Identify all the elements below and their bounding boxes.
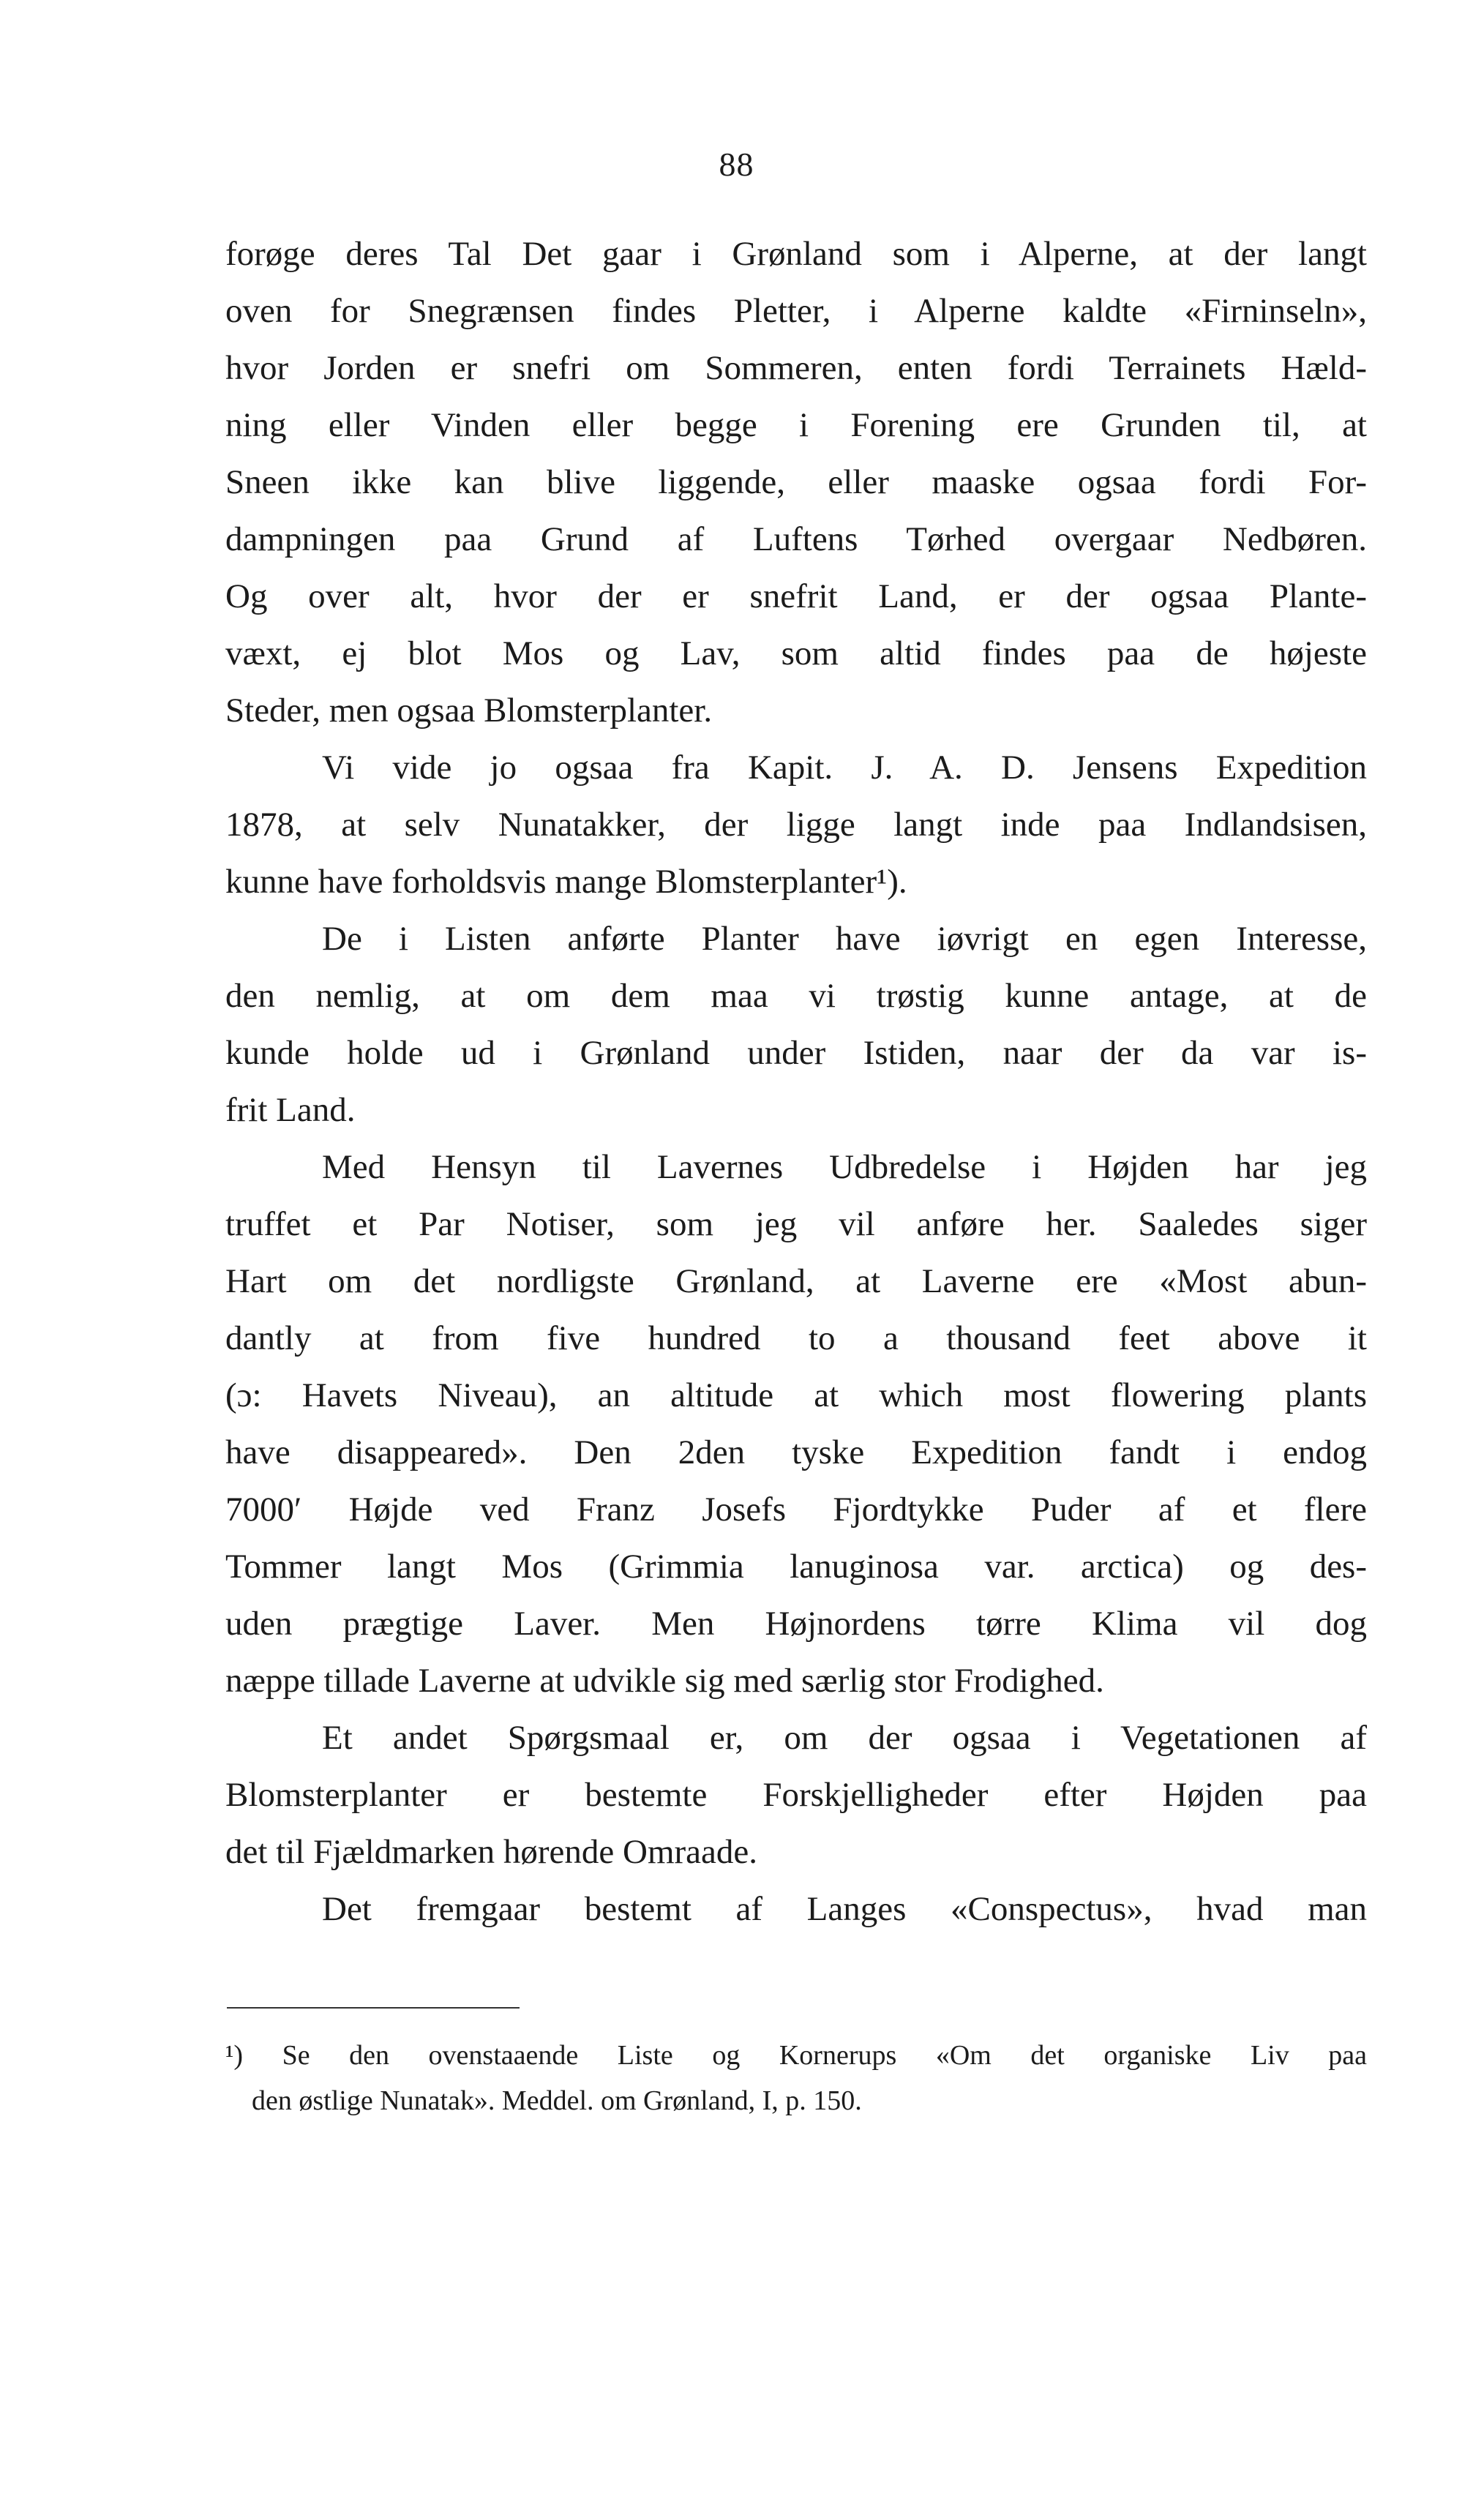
text-line: 1878, at selv Nunatakker, der ligge langt inde paa Indlandsisen, <box>225 806 1367 844</box>
footnote-line: den østlige Nunatak». Meddel. om Grønland, I, p. 150. <box>252 2085 862 2116</box>
footnotes <box>225 2033 1367 2123</box>
footnote-line: ¹) Se den ovenstaaende Liste og Kornerups «Om det organiske Liv paa <box>225 2040 1367 2071</box>
text-line: Tommer langt Mos (Grimmia lanuginosa var. arctica) og des- <box>225 1548 1367 1586</box>
page-number: 88 <box>719 146 754 183</box>
text-line: Hart om det nordligste Grønland, at Laverne ere «Most abun- <box>225 1262 1367 1300</box>
text-line: Et andet Spørgsmaal er, om der ogsaa i Vegetationen af <box>322 1719 1367 1757</box>
footnote-divider <box>227 2007 520 2009</box>
body-text <box>225 225 1367 1938</box>
text-line: Og over alt, hvor der er snefrit Land, er der ogsaa Plante- <box>225 577 1367 615</box>
text-line: Blomsterplanter er bestemte Forskjelligheder efter Højden paa <box>225 1776 1367 1814</box>
text-line: dantly at from five hundred to a thousand feet above it <box>225 1319 1367 1357</box>
text-line: næppe tillade Laverne at udvikle sig med særlig stor Frodighed. <box>225 1662 1104 1700</box>
text-line: uden prægtige Laver. Men Højnordens tørre Klima vil dog <box>225 1605 1367 1643</box>
text-line: have disappeared». Den 2den tyske Expedition fandt i endog <box>225 1433 1367 1471</box>
text-line: hvor Jorden er snefri om Sommeren, enten fordi Terrainets Hæld- <box>225 349 1367 387</box>
text-line: oven for Snegrænsen findes Pletter, i Alperne kaldte «Firninseln», <box>225 292 1367 330</box>
text-line: Det fremgaar bestemt af Langes «Conspectus», hvad man <box>322 1890 1367 1928</box>
text-line: kunne have forholdsvis mange Blomsterplanter¹). <box>225 863 907 901</box>
text-line: ning eller Vinden eller begge i Forening ere Grunden til, at <box>225 406 1367 444</box>
text-line: frit Land. <box>225 1091 356 1129</box>
text-line: væxt, ej blot Mos og Lav, som altid findes paa de højeste <box>225 634 1367 672</box>
text-line: forøge deres Tal Det gaar i Grønland som i Alperne, at der langt <box>225 235 1367 273</box>
text-line: Vi vide jo ogsaa fra Kapit. J. A. D. Jensens Expedition <box>322 749 1367 787</box>
text-line: Steder, men ogsaa Blomsterplanter. <box>225 691 713 730</box>
text-line: Sneen ikke kan blive liggende, eller maaske ogsaa fordi For- <box>225 463 1367 501</box>
text-line: (ɔ: Havets Niveau), an altitude at which most flowering plants <box>225 1376 1367 1414</box>
text-line: truffet et Par Notiser, som jeg vil anføre her. Saaledes siger <box>225 1205 1367 1243</box>
text-line: dampningen paa Grund af Luftens Tørhed overgaar Nedbøren. <box>225 520 1367 558</box>
text-line: De i Listen anførte Planter have iøvrigt en egen Interesse, <box>322 920 1367 958</box>
text-line: 7000′ Højde ved Franz Josefs Fjordtykke Puder af et flere <box>225 1490 1367 1529</box>
text-line: den nemlig, at om dem maa vi trøstig kunne antage, at de <box>225 977 1367 1015</box>
text-line: Med Hensyn til Lavernes Udbredelse i Højden har jeg <box>322 1148 1367 1186</box>
text-line: det til Fjældmarken hørende Omraade. <box>225 1833 757 1871</box>
text-line: kunde holde ud i Grønland under Istiden, naar der da var is- <box>225 1034 1367 1072</box>
